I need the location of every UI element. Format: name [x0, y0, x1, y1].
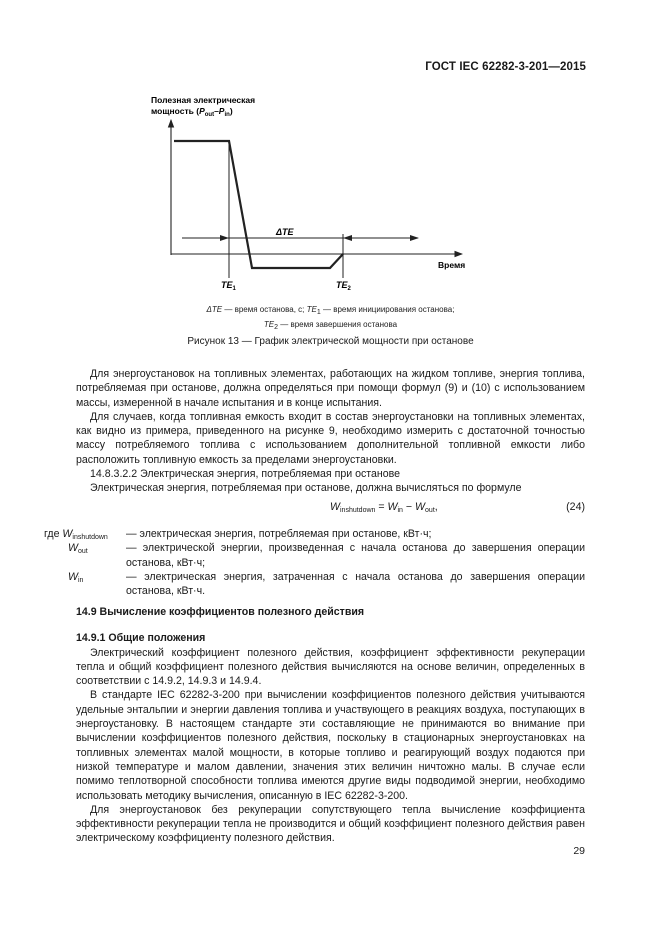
power-graph — [0, 0, 661, 320]
body-text-top — [76, 367, 585, 496]
y-axis-label-line2: мощность $(P_{out}-P_{in})$ — [151, 106, 233, 118]
definition-item: $W_{out}$ — электрической энергии, произведенная с начала останова до завершения операции останова, кВт·ч; — [68, 542, 585, 569]
power-curve — [174, 141, 343, 268]
paragraph: Для энергоустановок на топливных элементах, работающих на жидком топливе, энергия топлива, потребляемая при останове, должна определяться при помощи формул (9) и (10) с использованием массы, измеренной в начале испытания и в конце испытания. — [76, 368, 585, 409]
paragraph: Для случаев, когда топливная емкость входит в состав энергоустановки на топливных элементах, как видно из примера, приведенного на рисунке 9, необходимо измерить с достаточной точностью массу потребляемого топлива с использованием дополнительной топливной емкости либо расположить топливную емкость за пределами энергоустановки. — [76, 410, 585, 466]
te1-label: $TE_1$ — [221, 280, 236, 292]
definition-item: где $W_{inshutdown}$ — электрическая энергия, потребляемая при останове, кВт·ч; — [44, 528, 432, 541]
figure-legend-line2: $TE_2$ — время завершения останова — [263, 320, 398, 331]
paragraph: Электрическая энергия, потребляемая при останове, должна вычисляться по формуле — [90, 482, 522, 495]
section-heading: 14.9 Вычисление коэффициентов полезного действия — [76, 606, 365, 618]
formula-number: (24) — [566, 501, 585, 513]
figure-legend-line1: ΔTE — время останова, с; $TE_1$ — время инициирования останова; — [206, 305, 455, 316]
paragraph: Для энергоустановок без рекуперации сопутствующего тепла вычисление коэффициента эффективности рекуперации тепла не производится и общий коэффициент полезного действия равен электрическому коэффициенту полезного действия. — [76, 803, 585, 845]
subsection-heading: 14.9.1 Общие положения — [76, 632, 206, 645]
te2-label: $TE_2$ — [336, 280, 351, 292]
body-text-bottom — [76, 605, 585, 846]
delta-te-label: ΔTE — [276, 227, 294, 237]
page-number: 29 — [573, 845, 585, 857]
figure-caption: Рисунок 13 — График электрической мощности при останове — [187, 336, 474, 347]
definitions-list — [44, 527, 585, 598]
paragraph: Электрический коэффициент полезного действия, коэффициент эффективности рекуперации тепла и общий коэффициент полезного действия вычисляются на основе величин, определенных в соответствии с 14.9.2, 14.9.3 и 14.9.4. — [76, 646, 585, 688]
y-axis-label-line1: Полезная электрическая — [151, 95, 256, 105]
x-axis-label: Время — [438, 260, 466, 270]
document-header: ГОСТ IEC 62282-3-201—2015 — [425, 61, 586, 73]
paragraph: В стандарте IEC 62282-3-200 при вычислении коэффициентов полезного действия учитываются удельные энтальпии и энергии давления топлива и участвующего в реакциях воздуха, поступающих в энергоустановку. В настоящем стандарте эти составляющие не принимаются во внимание при вычислении коэффициентов полезного действия, поскольку в стационарных энергоустановках на топливных элементах малой мощности, в которые топливо и реагирующий воздух подаются при низкой температуре и малом давлении, значения этих величин ничтожно малы. В случае если помимо теплотворной способности топлива имеются другие виды подводимой энергии, необходимо использовать методику вычисления, описанную в IEC 62282-3-200. — [76, 689, 585, 802]
formula-24: $W_{inshutdown} = W_{in} - W_{out}$, (24) — [330, 501, 585, 514]
definition-item: $W_{in}$ — электрическая энергия, затраченная с начала останова до завершения операции останова, кВт·ч. — [68, 570, 585, 598]
subsection-heading: 14.8.3.2.2 Электрическая энергия, потребляемая при останове — [90, 468, 401, 481]
